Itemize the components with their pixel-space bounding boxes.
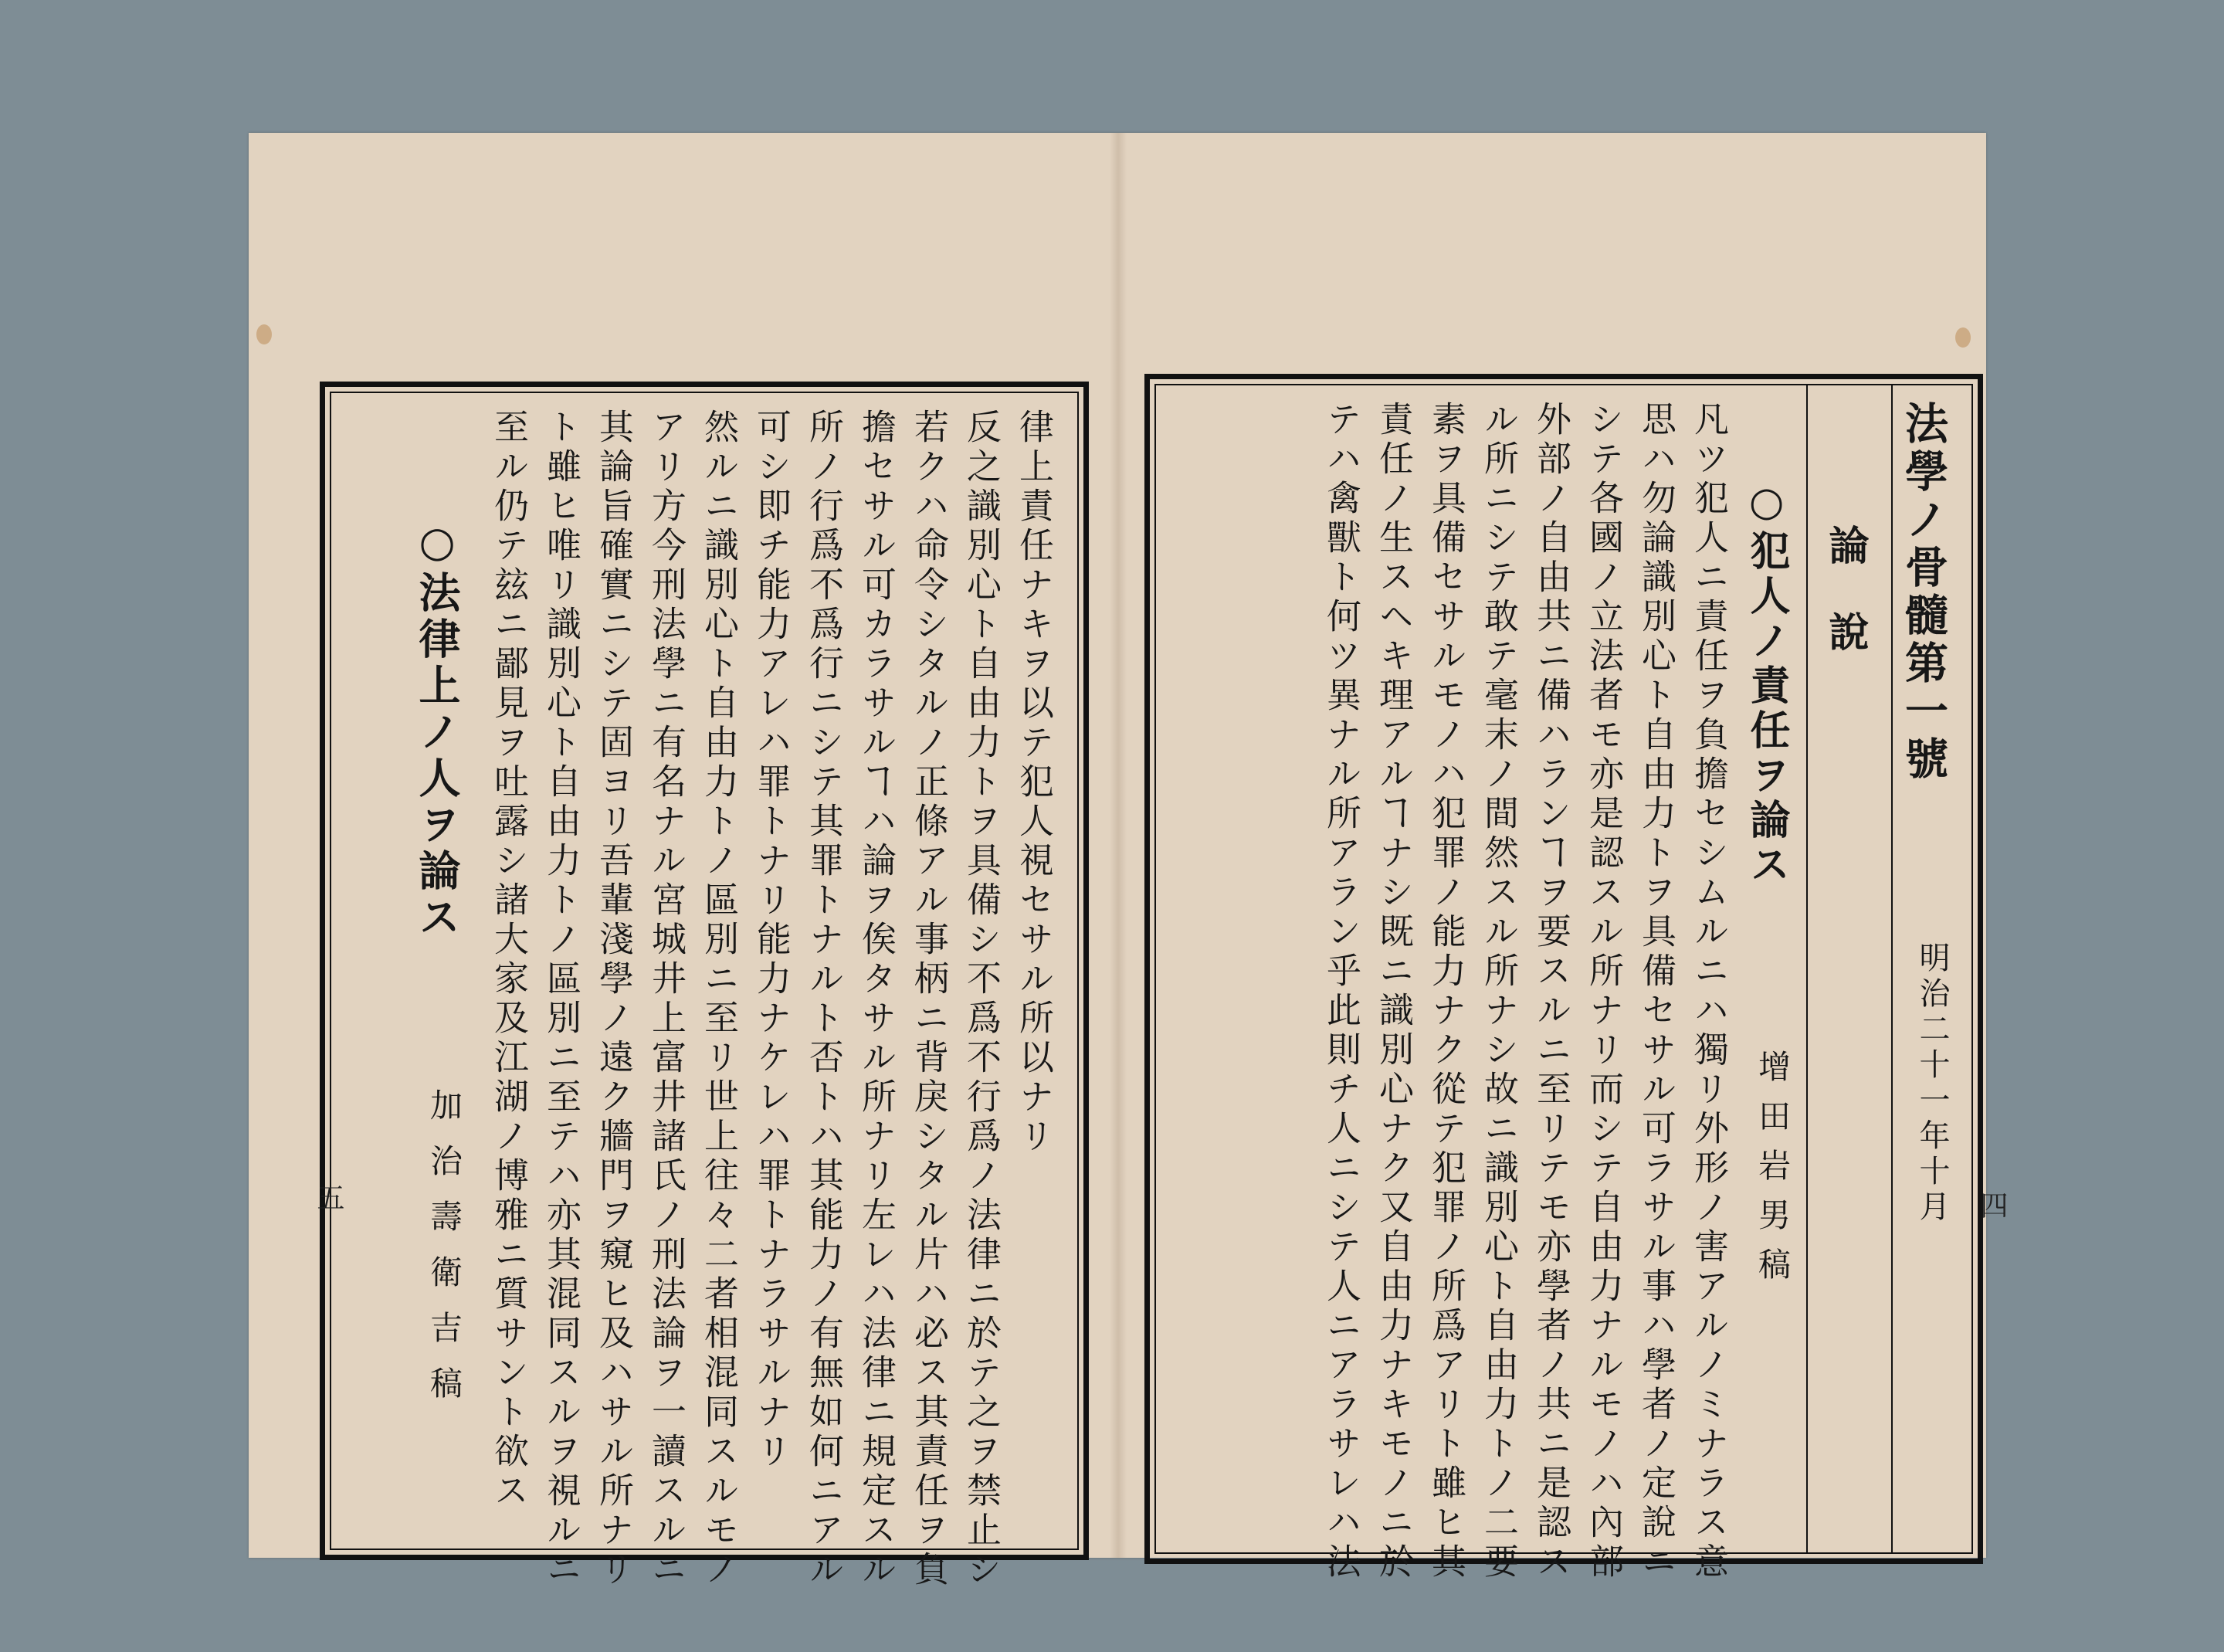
journal-title: 法學ノ骨髓第一號: [1898, 401, 1949, 784]
text-column: 其論旨確實ニシテ固ヨリ吾輩淺學ノ遠ク牆門ヲ窺ヒ及ハサル所ナリ: [593, 409, 634, 1590]
text-column: 所ノ行爲不爲行ニシテ其罪トナルト否トハ其能力ノ有無如何ニアル: [803, 409, 844, 1590]
binding-hole-right: [1955, 327, 1971, 348]
text-column: シテ各國ノ立法者モ亦是認スル所ナリ而シテ自由力ナルモノハ內部: [1583, 401, 1624, 1582]
issue-date: 明治二十一年十月: [1914, 941, 1950, 1226]
article-title: ○法律上ノ人ヲ論ス: [412, 517, 462, 941]
text-column: 若クハ命令シタルノ正條アル事柄ニ背戾シタル片ハ必ス其責任ヲ負: [908, 409, 949, 1590]
text-column: 擔セサル可カラサルヿハ論ヲ俟タサル所ナリ左レハ法律ニ規定スル: [856, 409, 897, 1590]
page-number-left: 五: [313, 1183, 344, 1211]
text-column: 反之識別心ト自由力トヲ具備シ不爲不行爲ノ法律ニ於テ之ヲ禁止シ: [961, 409, 1002, 1590]
page-number-right: 四: [1976, 1191, 2008, 1219]
section-rule: [1806, 385, 1808, 1552]
text-column: 外部ノ自由共ニ備ハランヿヲ要スルニ至リテモ亦學者ノ共ニ是認ス: [1531, 401, 1571, 1582]
text-column: ル所ニシテ敢テ毫末ノ間然スル所ナシ故ニ識別心ト自由力トノ二要: [1478, 401, 1519, 1582]
text-column: 凡ツ犯人ニ責任ヲ負擔セシムルニハ獨リ外形ノ害アルノミナラス意: [1688, 401, 1729, 1582]
text-column: 責任ノ生スヘキ理アルヿナシ既ニ識別心ナク又自由力ナキモノニ於: [1373, 401, 1414, 1582]
section-heading: 論說: [1822, 524, 1869, 697]
text-column: 然ルニ識別心ト自由力トノ區別ニ至リ世上往々二者相混同スルモノ: [698, 409, 739, 1590]
article-author: 加治壽衛吉稿: [425, 1088, 463, 1422]
binding-hole-left: [256, 324, 272, 344]
right-page-content: [1154, 384, 1973, 1582]
text-column: 可シ即チ能力アレハ罪トナリ能力ナケレハ罪トナラサルナリ: [751, 409, 792, 1472]
left-page-content: [330, 392, 1079, 1590]
article-title: ○犯人ノ責任ヲ論ス: [1743, 478, 1790, 888]
center-fold: [1110, 133, 1127, 1558]
text-column: ト雖ヒ唯リ識別心ト自由力トノ區別ニ至テハ亦其混同スルヲ視ルニ: [541, 409, 581, 1590]
text-column: 思ハ勿論識別心ト自由力トヲ具備セサル可ラサル事ハ學者ノ定說ニ: [1636, 401, 1676, 1582]
right-page-frame: [1144, 374, 1983, 1582]
text-column: 律上責任ナキヲ以テ犯人視セサル所以ナリ: [1013, 409, 1054, 1157]
text-column: テハ禽獸ト何ツ異ナル所アラン乎此則チ人ニシテ人ニアラサレハ法: [1320, 401, 1361, 1582]
header-rule: [1891, 385, 1893, 1552]
left-page-frame: [320, 382, 1089, 1590]
paper-sheet: [249, 133, 2008, 1590]
text-column: 素ヲ具備セサルモノハ犯罪ノ能力ナク從テ犯罪ノ所爲アリト雖ヒ其: [1426, 401, 1466, 1582]
article-author: 增田岩男稿: [1754, 1050, 1792, 1297]
text-column: 至ル仍テ玆ニ鄙見ヲ吐露シ諸大家及江湖ノ博雅ニ質サント欲ス: [488, 409, 529, 1511]
text-column: アリ方今刑法學ニ有名ナル宮城井上富井諸氏ノ刑法論ヲ一讀スルニ: [646, 409, 687, 1590]
